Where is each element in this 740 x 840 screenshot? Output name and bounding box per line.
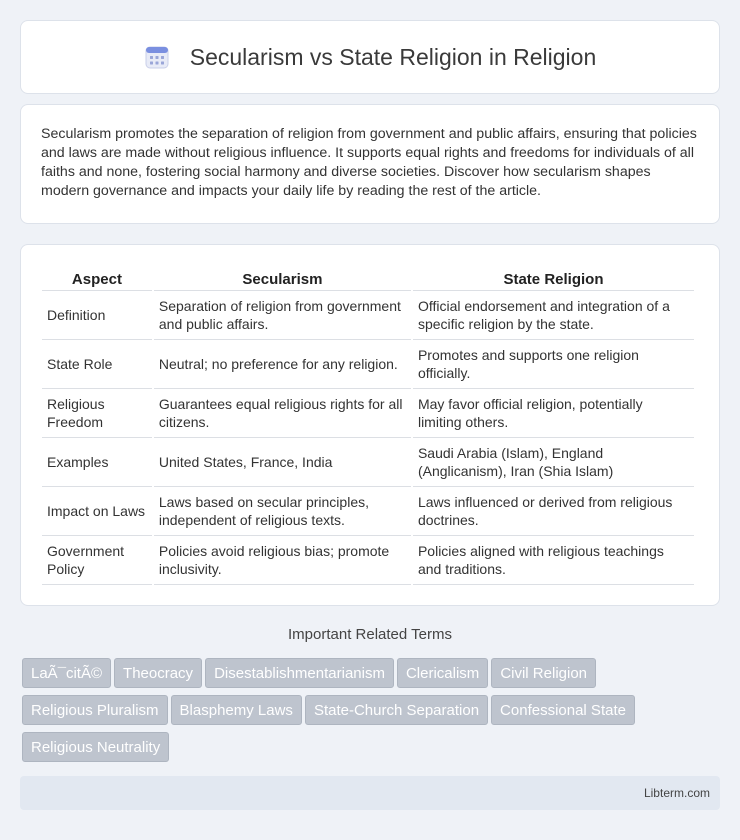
column-header-aspect: Aspect [42,267,152,291]
table-cell-secularism: Policies avoid religious bias; promote inclusivity. [154,536,411,585]
table-cell-aspect: Impact on Laws [42,487,152,536]
intro-card [20,104,720,224]
column-header-secularism: Secularism [154,267,411,291]
table-cell-secularism: Laws based on secular principles, independent of religious texts. [154,487,411,536]
table-row [42,389,694,438]
related-term-tag[interactable]: Clericalism [397,658,488,688]
table-cell-secularism: Neutral; no preference for any religion. [154,340,411,389]
table-cell-aspect: State Role [42,340,152,389]
table-cell-state-religion: Saudi Arabia (Islam), England (Anglicanism), Iran (Shia Islam) [413,438,694,487]
intro-paragraph: Secularism promotes the separation of religion from government and public affairs, ensuring that policies and laws are made without religious influence. It supports equal rights and freedoms for individuals of all faiths and none, fostering social harmony and diverse societies. Discover how secularism shapes modern governance and impacts your daily life by reading the rest of the article. [41,126,697,199]
table-cell-secularism: United States, France, India [154,438,411,487]
related-terms-list [22,658,722,769]
table-row [42,536,694,585]
table-cell-secularism: Guarantees equal religious rights for all citizens. [154,389,411,438]
related-term-tag[interactable]: LaÃ¯citÃ© [22,658,111,688]
related-term-tag[interactable]: Confessional State [491,695,635,725]
table-row [42,340,694,389]
related-term-tag[interactable]: Blasphemy Laws [171,695,302,725]
related-term-tag[interactable]: Theocracy [114,658,202,688]
column-header-state-religion: State Religion [413,267,694,291]
table-cell-aspect: Government Policy [42,536,152,585]
table-cell-state-religion: Official endorsement and integration of a specific religion by the state. [413,291,694,340]
page-title: Secularism vs State Religion in Religion [189,43,597,70]
table-cell-aspect: Religious Freedom [42,389,152,438]
footer [20,776,720,810]
table-header-row [42,267,694,291]
header [144,44,597,71]
table-row [42,487,694,536]
related-term-tag[interactable]: Disestablishmentarianism [205,658,394,688]
related-term-tag[interactable]: Civil Religion [491,658,596,688]
table-cell-state-religion: May favor official religion, potentially limiting others. [413,389,694,438]
table-cell-secularism: Separation of religion from government and public affairs. [154,291,411,340]
related-term-tag[interactable]: Religious Neutrality [22,732,169,762]
table-row [42,438,694,487]
table-cell-state-religion: Laws influenced or derived from religious doctrines. [413,487,694,536]
table-cell-state-religion: Promotes and supports one religion officially. [413,340,694,389]
table-cell-state-religion: Policies aligned with religious teachings and traditions. [413,536,694,585]
comparison-table-card [20,244,720,606]
header-card [20,20,720,94]
table-cell-aspect: Definition [42,291,152,340]
comparison-table [40,267,696,585]
table-cell-aspect: Examples [42,438,152,487]
calendar-icon [144,44,170,70]
related-term-tag[interactable]: Religious Pluralism [22,695,168,725]
related-terms-title: Important Related Terms [288,626,452,643]
footer-site-link[interactable]: Libterm.com [643,786,710,800]
related-term-tag[interactable]: State-Church Separation [305,695,488,725]
table-row [42,291,694,340]
